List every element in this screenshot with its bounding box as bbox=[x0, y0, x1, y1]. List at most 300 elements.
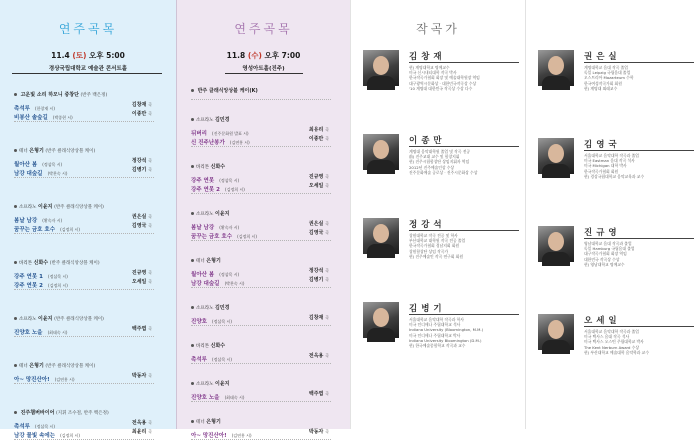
bio-line: 독일 Hamburg 국립음대 졸업 bbox=[584, 246, 635, 252]
photo-face bbox=[373, 140, 389, 159]
composer-bio bbox=[584, 153, 696, 179]
composer-suffix: 곡 bbox=[148, 214, 152, 219]
composer-suffix: 곡 bbox=[148, 158, 152, 163]
bio-line: Indiana University (Bloomington, M.M.) bbox=[409, 327, 484, 333]
composer-suffix: 곡 bbox=[148, 223, 152, 228]
composer-bio bbox=[584, 241, 696, 267]
piece-composer bbox=[309, 228, 329, 238]
piece-row bbox=[191, 228, 341, 240]
bio-line: 한국작곡가협회 경남지회 회원 bbox=[409, 243, 460, 249]
composer-suffix: 곡 bbox=[148, 102, 152, 107]
piece-row bbox=[191, 219, 341, 231]
performer-line bbox=[191, 417, 341, 427]
composer-bio bbox=[409, 317, 521, 348]
performer-name: 이윤지 bbox=[37, 204, 53, 210]
bullet-icon bbox=[191, 306, 194, 309]
bio-line: 현) 계명대 외래교수 bbox=[584, 85, 618, 91]
bio-line: 독일 Leipzig 국립음대 졸업 bbox=[584, 70, 631, 76]
performer-note: (반주 클래식앙상블 케이) bbox=[45, 364, 96, 369]
performer-role: 소프라노 bbox=[196, 212, 214, 217]
piece-row bbox=[191, 427, 341, 439]
composer-suffix: 곡 bbox=[148, 420, 152, 425]
photo-face bbox=[548, 144, 564, 163]
piece-composer bbox=[132, 109, 152, 119]
bio-line: 한국여성작곡가회 회원 bbox=[584, 80, 622, 86]
bio-line: The Kent Nerburn Award 수상 bbox=[584, 344, 639, 350]
dotted-divider bbox=[14, 336, 154, 337]
composer-bio bbox=[584, 65, 696, 91]
composer-suffix: 곡 bbox=[325, 268, 329, 273]
performer-name: 은형기 bbox=[29, 148, 44, 154]
bio-line: 한국작곡가협회 회장 및 예술대학원장 역임 bbox=[409, 75, 480, 81]
piece-row bbox=[14, 165, 164, 177]
composer-suffix: 곡 bbox=[325, 221, 329, 226]
composer-name: 이종만 bbox=[131, 111, 147, 117]
composer-suffix: 곡 bbox=[148, 373, 152, 378]
performer-name: 신화수 bbox=[33, 260, 49, 266]
date-value: 11.8 bbox=[226, 51, 246, 60]
composer-bio bbox=[409, 149, 521, 175]
performer-line bbox=[191, 341, 341, 351]
poet-credit: (정삼목 시) bbox=[219, 178, 240, 183]
piece-row bbox=[191, 351, 341, 363]
composers-panel-right bbox=[525, 0, 700, 429]
bio-line: 오스트리아 Mozarteum 수학 bbox=[584, 75, 634, 81]
bio-line: 대구광역시문화상 · 대한민국작곡상 수상 bbox=[409, 80, 477, 86]
composer-name: 오세일 bbox=[308, 183, 324, 189]
performer-name: 은형기 bbox=[29, 363, 44, 369]
photo-face bbox=[373, 224, 389, 243]
dotted-divider bbox=[14, 121, 154, 122]
piece-title: 남강 물빛 속에는 bbox=[14, 433, 56, 439]
bio-line: 미국 텍사스 음대 작곡 석사 bbox=[584, 334, 630, 340]
piece-composer bbox=[309, 313, 329, 323]
program-item bbox=[191, 115, 341, 147]
program-title: 연주곡목 bbox=[234, 22, 293, 36]
piece-title: 강주 연못 2 bbox=[14, 283, 43, 289]
program-item bbox=[191, 86, 341, 100]
performer-name: 진주챔버바이어 bbox=[20, 410, 55, 416]
performer-line bbox=[14, 314, 164, 324]
time-value: 오후 7:00 bbox=[264, 51, 301, 60]
name-underline bbox=[584, 326, 694, 327]
piece-row bbox=[191, 134, 341, 146]
performer-role: 테너 bbox=[19, 364, 28, 369]
bio-line: 2012년 진주예술인상 수상 bbox=[409, 164, 455, 170]
piece-row bbox=[191, 266, 341, 278]
composer-name: 최윤리 bbox=[131, 429, 147, 435]
name-underline bbox=[584, 238, 694, 239]
piece-row bbox=[14, 212, 164, 224]
composer-photo bbox=[363, 134, 399, 170]
composer-name: 백주엽 bbox=[131, 326, 147, 332]
composer-suffix: 곡 bbox=[148, 429, 152, 434]
performer-role: 소프라노 bbox=[196, 382, 214, 387]
bio-line: 대한민국 작곡상 수상 bbox=[584, 256, 620, 262]
composer-suffix: 곡 bbox=[148, 167, 152, 172]
piece-title: 비봉산 솔숲길 bbox=[14, 115, 48, 121]
poet-credit: (한창재 시) bbox=[35, 106, 55, 111]
composer-name: 오세일 bbox=[131, 279, 147, 285]
performer-line bbox=[191, 303, 341, 313]
concert-date bbox=[0, 50, 176, 61]
program-item bbox=[191, 379, 341, 402]
photo-body bbox=[367, 160, 395, 174]
piece-composer bbox=[309, 134, 329, 144]
composer-photo bbox=[538, 50, 574, 86]
composer-name: 김창재 bbox=[409, 52, 446, 62]
poet-credit: (정삼목 시) bbox=[219, 272, 240, 277]
piece-row bbox=[14, 100, 164, 112]
piece-title: 강주 연못 bbox=[191, 178, 215, 184]
piece-composer bbox=[132, 324, 152, 334]
piece-composer bbox=[132, 221, 152, 231]
poet-credit: (김연홍 시) bbox=[231, 433, 252, 438]
piece-composer bbox=[132, 165, 152, 175]
piece-row bbox=[191, 125, 341, 137]
bio-line: '10 계명대 대한민국 작곡상 수상 다수 bbox=[409, 85, 473, 91]
piece-row bbox=[191, 172, 341, 184]
piece-title: 뒤버리 bbox=[191, 131, 207, 137]
piece-title: 아~ 망진산아! bbox=[14, 377, 50, 383]
concert-date bbox=[177, 50, 350, 61]
photo-body bbox=[542, 76, 570, 90]
bio-line: 창원합창단 상임 작곡가 bbox=[409, 248, 449, 254]
bio-line: 현) 계명대학교 명예교수 bbox=[409, 65, 450, 70]
piece-composer bbox=[132, 277, 152, 287]
piece-title: 월아산 봄 bbox=[14, 162, 38, 168]
piece-row bbox=[14, 418, 164, 430]
program-item bbox=[14, 202, 164, 234]
name-underline bbox=[409, 230, 519, 231]
bio-line: 계명대 음악대학원 졸업 및 작곡 전공 bbox=[409, 149, 471, 154]
bio-line: 서울대학교 음악대학 작곡과 졸업 bbox=[584, 329, 639, 334]
dotted-divider bbox=[191, 287, 331, 288]
poet-credit: (김정희 시) bbox=[225, 187, 245, 192]
venue: 영성아트홀(진주) bbox=[242, 66, 285, 72]
composer-suffix: 곡 bbox=[325, 230, 329, 235]
bio-line: 창원대학교 작곡 전공 및 학사 bbox=[409, 233, 458, 238]
bullet-icon bbox=[191, 259, 194, 262]
piece-row bbox=[14, 156, 164, 168]
composers-title: 작곡가 bbox=[416, 22, 460, 36]
piece-title: 신 진주난봉가 bbox=[191, 140, 225, 146]
photo-body bbox=[367, 76, 395, 90]
bio-line: 영남대학교 음대 작곡과 졸업 bbox=[584, 241, 632, 246]
composer-name: 권은실 bbox=[308, 221, 324, 227]
bio-line: Indiana University Bloomington (D.M.) bbox=[409, 337, 482, 343]
bio-line: 대구작곡가협회 회장 역임 bbox=[584, 251, 627, 257]
poet-credit: (최태숙 시) bbox=[47, 330, 68, 335]
composer-photo bbox=[538, 138, 574, 174]
bio-line: 미국 텍사스 오스틴 주립대학교 박사 bbox=[584, 339, 644, 345]
piece-composer bbox=[309, 389, 329, 399]
composer-name: 백주엽 bbox=[308, 391, 324, 397]
poet-credit: (김정희 시) bbox=[237, 234, 257, 239]
dotted-divider bbox=[191, 99, 331, 100]
dotted-divider bbox=[191, 325, 331, 326]
piece-row bbox=[191, 313, 341, 325]
bullet-icon bbox=[191, 420, 194, 423]
performer-note: (반주 클래식앙상블 케이) bbox=[54, 205, 104, 210]
piece-row bbox=[191, 389, 341, 401]
performer-line bbox=[191, 379, 341, 389]
venue: 경상국립대학교 예술관 콘서트홀 bbox=[48, 66, 128, 72]
performer-role: 테너 bbox=[196, 259, 205, 264]
concert-program-panel-1 bbox=[0, 0, 176, 439]
bio-line: 현) 영남대학교 명예교수 bbox=[584, 261, 625, 267]
program-item bbox=[191, 417, 341, 440]
poet-credit: (김정희 시) bbox=[60, 433, 80, 438]
poet-credit: (김정희 시) bbox=[60, 227, 80, 232]
composer-suffix: 곡 bbox=[325, 183, 329, 188]
performer-name: 은형기 bbox=[206, 419, 221, 425]
piece-row bbox=[14, 371, 164, 383]
bullet-icon bbox=[191, 382, 194, 385]
program-item bbox=[14, 361, 164, 384]
photo-face bbox=[548, 56, 564, 75]
bio-line: 현) 진주시립합창단 상임지휘자 역임 bbox=[409, 159, 470, 165]
performer-name: 은형기 bbox=[206, 258, 221, 264]
composer-name: 박동자 bbox=[131, 373, 147, 379]
piece-title: 아~ 망진산아! bbox=[191, 433, 227, 439]
composer-photo bbox=[363, 50, 399, 86]
bullet-icon bbox=[14, 261, 17, 264]
composer-name: 김창재 bbox=[308, 315, 324, 321]
bullet-icon bbox=[191, 89, 194, 92]
photo-face bbox=[548, 232, 564, 251]
poet-credit: (박찬숙 시) bbox=[224, 281, 245, 286]
dotted-divider bbox=[191, 439, 331, 440]
performer-role: 소프라노 bbox=[196, 118, 214, 123]
poet-credit: (김연홍 시) bbox=[229, 140, 250, 145]
poet-credit: (박종현 시) bbox=[52, 115, 73, 120]
bullet-icon bbox=[191, 344, 194, 347]
dotted-divider bbox=[14, 439, 154, 440]
photo-body bbox=[542, 340, 570, 354]
piece-row bbox=[191, 275, 341, 287]
dotted-divider bbox=[14, 383, 154, 384]
bio-line: 미국 인디애나 주립대학교 박사 bbox=[409, 332, 461, 338]
piece-title: 진양호 bbox=[191, 319, 207, 325]
piece-title: 촉석루 bbox=[14, 424, 30, 430]
poet-credit: (정삼목 시) bbox=[35, 424, 55, 429]
bullet-icon bbox=[191, 212, 194, 215]
composer-name: 진규영 bbox=[308, 174, 324, 180]
bullet-icon bbox=[14, 205, 17, 208]
photo-face bbox=[373, 56, 389, 75]
composer-name: 정강석 bbox=[409, 220, 446, 230]
piece-composer bbox=[309, 275, 329, 285]
performer-note: (반주 백은정) bbox=[80, 93, 108, 98]
composer-suffix: 곡 bbox=[325, 429, 329, 434]
composer-suffix: 곡 bbox=[325, 136, 329, 141]
photo-body bbox=[542, 252, 570, 266]
concert-program-panel-2 bbox=[176, 0, 350, 439]
piece-title: 진양호 노을 bbox=[14, 330, 43, 336]
performer-name: 김민경 bbox=[214, 117, 230, 123]
performer-role: 바리톤 bbox=[19, 261, 33, 266]
piece-row bbox=[14, 277, 164, 289]
composer-suffix: 곡 bbox=[325, 391, 329, 396]
piece-composer bbox=[132, 371, 152, 381]
bio-line: 한국작곡가협회 회원 bbox=[584, 168, 619, 174]
poet-credit: (황숙자 시) bbox=[42, 218, 63, 223]
bullet-icon bbox=[191, 118, 194, 121]
piece-title: 진양호 노을 bbox=[191, 395, 220, 401]
piece-composer bbox=[132, 427, 152, 437]
composer-photo bbox=[538, 226, 574, 262]
piece-row bbox=[14, 268, 164, 280]
divider bbox=[225, 73, 303, 74]
composer-bio bbox=[409, 65, 521, 91]
program-item bbox=[14, 146, 164, 178]
name-underline bbox=[409, 62, 519, 63]
composer-name: 전옥용 bbox=[308, 353, 324, 359]
bullet-icon bbox=[14, 364, 17, 367]
bio-line: 진주문화예술 공로상 · 진주시문화상 수상 bbox=[409, 169, 478, 175]
program-item bbox=[14, 258, 164, 290]
composer-name: 김영국 bbox=[584, 140, 621, 150]
performer-name: 신화수 bbox=[210, 164, 226, 170]
performer-name: 고운빛 소리 하모니 중창단 bbox=[20, 92, 79, 98]
piece-composer bbox=[309, 351, 329, 361]
dotted-divider bbox=[14, 289, 154, 290]
name-underline bbox=[409, 314, 519, 315]
time-value: 오후 5:00 bbox=[89, 51, 125, 60]
poet-credit: (황숙자 시) bbox=[219, 225, 240, 230]
composer-name: 김병기 bbox=[409, 304, 446, 314]
performer-note: (반주 클래식앙상블 케이) bbox=[49, 261, 100, 266]
composer-name: 김영국 bbox=[131, 223, 147, 229]
composer-name: 진규영 bbox=[584, 228, 621, 238]
piece-title: 강주 연못 2 bbox=[191, 187, 220, 193]
performer-name: 이윤지 bbox=[214, 381, 230, 387]
photo-body bbox=[367, 244, 395, 258]
photo-body bbox=[367, 328, 395, 342]
piece-row bbox=[14, 221, 164, 233]
performer-role: 테너 bbox=[196, 420, 205, 425]
name-underline bbox=[409, 146, 519, 147]
composer-name: 권은실 bbox=[584, 52, 621, 62]
program-item bbox=[191, 303, 341, 326]
bullet-icon bbox=[14, 317, 17, 320]
piece-title: 남강 대숲길 bbox=[14, 171, 43, 177]
piece-title: 봄날 남강 bbox=[14, 218, 38, 224]
piece-title: 월아산 봄 bbox=[191, 272, 215, 278]
program-item bbox=[14, 314, 164, 337]
performer-line bbox=[14, 408, 164, 418]
bio-line: 미국 Eastman 음대 작곡 석사 bbox=[584, 158, 635, 164]
composer-photo bbox=[363, 218, 399, 254]
composer-name: 김영국 bbox=[308, 230, 324, 236]
composer-suffix: 곡 bbox=[325, 353, 329, 358]
bio-line: 서울대학교 음악대학 작곡과 졸업 bbox=[584, 153, 639, 158]
bio-line: 미국 Michigan 대학 박사 bbox=[584, 163, 627, 169]
composer-name: 오세일 bbox=[584, 316, 621, 326]
bio-line: 부산대학교 대학원 작곡 전공 졸업 bbox=[409, 238, 466, 244]
piece-title: 촉석루 bbox=[14, 106, 30, 112]
performer-line bbox=[14, 258, 164, 268]
poet-credit: (김정희 시) bbox=[48, 283, 68, 288]
program-item bbox=[191, 162, 341, 194]
composer-name: 최유리 bbox=[308, 127, 324, 133]
performer-role: 바리톤 bbox=[196, 165, 210, 170]
performer-line bbox=[191, 86, 341, 96]
program-item bbox=[191, 256, 341, 288]
piece-title: 봄날 남강 bbox=[191, 225, 215, 231]
program-title: 연주곡목 bbox=[58, 22, 118, 36]
performer-role: 소프라노 bbox=[196, 306, 214, 311]
poet-credit: (최태숙 시) bbox=[224, 395, 245, 400]
dotted-divider bbox=[14, 233, 154, 234]
dotted-divider bbox=[191, 193, 331, 194]
composer-name: 권은실 bbox=[131, 214, 147, 220]
poet-credit: (박찬숙 시) bbox=[47, 171, 68, 176]
composer-photo bbox=[363, 302, 399, 338]
performer-name: 이윤지 bbox=[37, 316, 53, 322]
composer-suffix: 곡 bbox=[325, 277, 329, 282]
bio-line: 前) 진주교대 교수 및 합창지휘 bbox=[409, 154, 460, 160]
piece-row bbox=[14, 109, 164, 121]
photo-body bbox=[542, 164, 570, 178]
composers-panel-left bbox=[350, 0, 525, 429]
composer-name: 진규영 bbox=[131, 270, 147, 276]
dotted-divider bbox=[191, 401, 331, 402]
poet-credit: (정삼목 시) bbox=[212, 319, 232, 324]
program-item bbox=[191, 341, 341, 364]
composer-name: 김창재 bbox=[131, 102, 147, 108]
bio-line: 현) 부산대학교 예술대학 음악학과 교수 bbox=[584, 349, 649, 355]
bio-line: 미국 신시내티대학 작곡 박사 bbox=[409, 70, 457, 76]
piece-title: 남강 대숲길 bbox=[191, 281, 220, 287]
divider bbox=[12, 73, 162, 74]
composer-bio bbox=[409, 233, 521, 259]
poet-credit: (김연홍 시) bbox=[54, 377, 75, 382]
dotted-divider bbox=[14, 177, 154, 178]
poet-credit: (정삼목 시) bbox=[42, 162, 63, 167]
bio-line: 계명대학교 음대 작곡 졸업 bbox=[584, 65, 628, 70]
piece-row bbox=[14, 324, 164, 336]
performer-note: (지휘 조수철, 반주 백은정) bbox=[56, 411, 109, 416]
composer-name: 박동자 bbox=[308, 429, 324, 435]
piece-title: 꿈꾸는 금호 호수 bbox=[191, 234, 233, 240]
composer-name: 김병기 bbox=[131, 167, 147, 173]
performer-line bbox=[14, 90, 164, 100]
program-item bbox=[14, 90, 164, 122]
dotted-divider bbox=[191, 240, 331, 241]
piece-row bbox=[191, 181, 341, 193]
name-underline bbox=[584, 62, 694, 63]
bio-line: 서울대학교 음악대학 작곡과 학사 bbox=[409, 317, 464, 322]
performer-line bbox=[191, 115, 341, 125]
bio-line: 현) 진주예술인 작곡 연구회 회원 bbox=[409, 253, 463, 259]
performer-note: (반주 클래식앙상블 케이) bbox=[45, 149, 96, 154]
composer-name: 전옥용 bbox=[131, 420, 147, 426]
day-of-week: (수) bbox=[247, 51, 262, 60]
performer-role: 소프라노 bbox=[19, 317, 37, 322]
piece-composer bbox=[309, 427, 329, 437]
performer-role: 소프라노 bbox=[19, 205, 37, 210]
poet-credit: (정삼목 시) bbox=[48, 274, 68, 279]
name-underline bbox=[584, 150, 694, 151]
piece-row bbox=[14, 427, 164, 439]
piece-composer bbox=[309, 181, 329, 191]
performer-name: 반주 클래식앙상블 케이(K) bbox=[197, 88, 258, 94]
program-item bbox=[14, 408, 164, 440]
bio-line: 미국 인디애나 주립대학교 석사 bbox=[409, 322, 461, 328]
bio-line: 현) 경상국립대학교 음악교육과 교수 bbox=[584, 173, 645, 179]
